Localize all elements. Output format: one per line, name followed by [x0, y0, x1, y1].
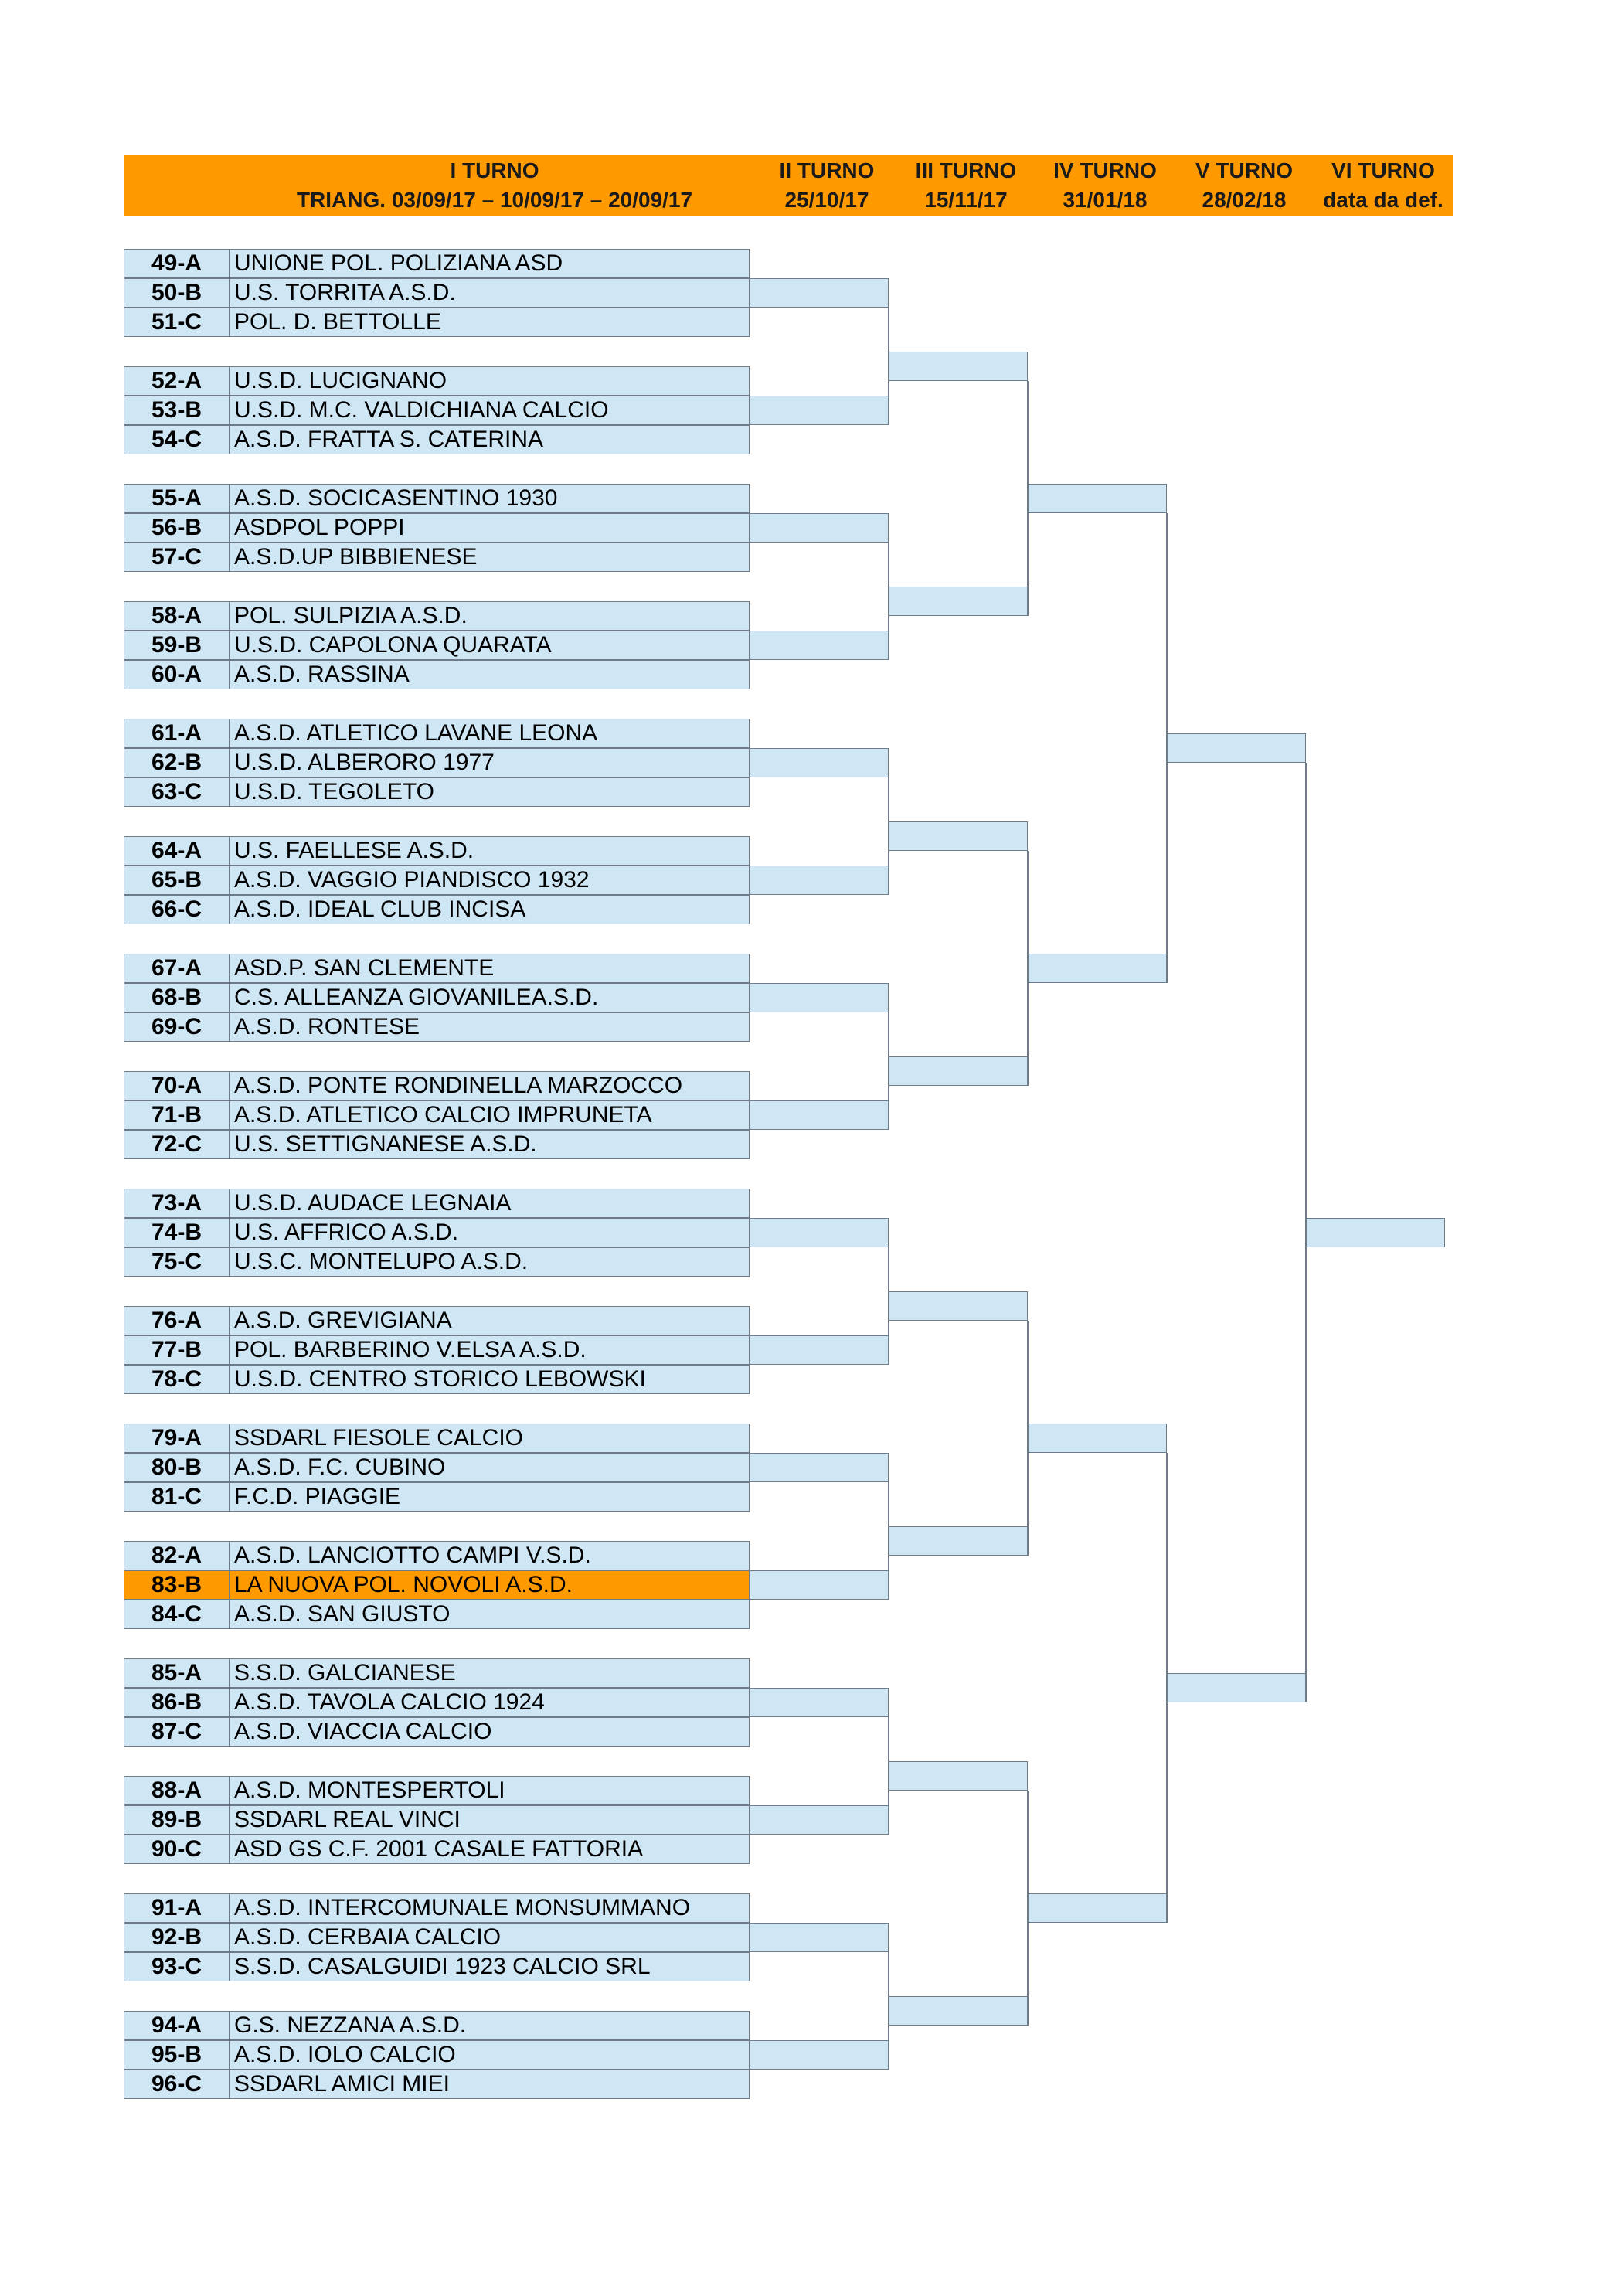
team-name: A.S.D. FRATTA S. CATERINA [234, 427, 544, 452]
team-name: A.S.D. IOLO CALCIO [234, 2042, 456, 2067]
team-row [124, 278, 750, 308]
team-name: U.S.D. CAPOLONA QUARATA [234, 632, 552, 658]
team-name: A.S.D. VAGGIO PIANDISCO 1932 [234, 867, 590, 893]
round-4-slot-4 [1028, 1893, 1167, 1923]
round-4-title: IV TURNO [1053, 158, 1157, 182]
team-code: 69-C [124, 1013, 230, 1041]
team-code: 81-C [124, 1483, 230, 1511]
team-code: 91-A [124, 1894, 230, 1922]
team-row [124, 601, 750, 631]
team-code: 61-A [124, 719, 230, 747]
team-row [124, 895, 750, 924]
team-code: 93-C [124, 1953, 230, 1981]
team-row [124, 1100, 750, 1130]
team-code: 70-A [124, 1072, 230, 1100]
round-2-slot-8 [750, 1100, 889, 1130]
team-row [124, 1776, 750, 1805]
round-3-slot-2 [889, 587, 1028, 616]
team-code: 75-C [124, 1248, 230, 1276]
team-row [124, 1541, 750, 1570]
round-4-slot-1 [1028, 484, 1167, 513]
team-row [124, 396, 750, 425]
team-row [124, 1218, 750, 1247]
team-code: 94-A [124, 2012, 230, 2039]
team-name: U.S.D. M.C. VALDICHIANA CALCIO [234, 397, 609, 423]
team-code: 62-B [124, 749, 230, 777]
team-name: U.S. SETTIGNANESE A.S.D. [234, 1131, 537, 1157]
team-code: 92-B [124, 1924, 230, 1951]
team-name: A.S.D. IDEAL CLUB INCISA [234, 896, 526, 922]
team-name: A.S.D. SOCICASENTINO 1930 [234, 485, 558, 511]
team-code: 65-B [124, 866, 230, 894]
team-name: A.S.D. ATLETICO LAVANE LEONA [234, 720, 598, 746]
round-3-slot-1 [889, 352, 1028, 381]
team-code: 71-B [124, 1101, 230, 1129]
team-code: 59-B [124, 631, 230, 659]
team-code: 77-B [124, 1336, 230, 1364]
round-6-title: VI TURNO [1331, 158, 1435, 182]
team-row [124, 748, 750, 777]
round-2-slot-14 [750, 1805, 889, 1835]
team-row [124, 425, 750, 454]
team-row [124, 1717, 750, 1747]
round-2-slot-3 [750, 513, 889, 543]
team-code: 76-A [124, 1307, 230, 1335]
team-name: U.S.D. CENTRO STORICO LEBOWSKI [234, 1366, 646, 1392]
team-code: 78-C [124, 1366, 230, 1393]
team-name: A.S.D. ATLETICO CALCIO IMPRUNETA [234, 1102, 652, 1128]
team-row [124, 1688, 750, 1717]
round-3-slot-3 [889, 821, 1028, 851]
team-code: 58-A [124, 602, 230, 630]
team-name: U.S.D. LUCIGNANO [234, 368, 447, 393]
round-2-slot-12 [750, 1570, 889, 1600]
round-2-slot-16 [750, 2040, 889, 2070]
round-2-slot-15 [750, 1923, 889, 1952]
round-3-slot-8 [889, 1996, 1028, 2026]
team-code: 89-B [124, 1806, 230, 1834]
team-name: G.S. NEZZANA A.S.D. [234, 2012, 467, 2038]
team-row [124, 1365, 750, 1394]
round-1-title: I TURNO [450, 158, 539, 182]
team-name: ASD.P. SAN CLEMENTE [234, 955, 495, 981]
round-3-slot-6 [889, 1526, 1028, 1556]
round-3-slot-5 [889, 1291, 1028, 1321]
team-row [124, 836, 750, 866]
team-code: 85-A [124, 1659, 230, 1687]
round-3-slot-7 [889, 1761, 1028, 1791]
team-code: 88-A [124, 1777, 230, 1804]
team-row [124, 660, 750, 689]
team-code: 96-C [124, 2070, 230, 2098]
team-name: U.S.D. AUDACE LEGNAIA [234, 1190, 512, 1216]
team-code: 60-A [124, 661, 230, 689]
team-row [124, 1482, 750, 1512]
team-name: A.S.D. PONTE RONDINELLA MARZOCCO [234, 1073, 683, 1098]
team-code: 82-A [124, 1542, 230, 1570]
team-code: 83-B [124, 1571, 230, 1599]
round-4-date: 31/01/18 [1063, 188, 1148, 212]
team-row [124, 631, 750, 660]
team-code: 87-C [124, 1718, 230, 1746]
team-row [124, 1658, 750, 1688]
round-6-date: data da def. [1323, 188, 1443, 212]
team-code: 73-A [124, 1189, 230, 1217]
round-3-title: III TURNO [915, 158, 1017, 182]
round-5-slot-2 [1167, 1673, 1306, 1702]
team-row [124, 1306, 750, 1335]
round-2-slot-2 [750, 396, 889, 425]
team-name: U.S. FAELLESE A.S.D. [234, 838, 474, 863]
team-code: 66-C [124, 896, 230, 924]
round-2-slot-10 [750, 1335, 889, 1365]
round-2-slot-1 [750, 278, 889, 308]
team-name: A.S.D. MONTESPERTOLI [234, 1777, 505, 1803]
round-2-date: 25/10/17 [784, 188, 869, 212]
team-name: LA NUOVA POL. NOVOLI A.S.D. [234, 1572, 573, 1597]
team-code: 86-B [124, 1689, 230, 1716]
round-3-slot-4 [889, 1056, 1028, 1086]
round-1-date: TRIANG. 03/09/17 – 10/09/17 – 20/09/17 [296, 188, 693, 212]
team-name: A.S.D. VIACCIA CALCIO [234, 1719, 492, 1744]
team-name: A.S.D. INTERCOMUNALE MONSUMMANO [234, 1895, 691, 1920]
team-row [124, 1424, 750, 1453]
round-4-slot-3 [1028, 1424, 1167, 1453]
team-row [124, 484, 750, 513]
team-name: A.S.D. RONTESE [234, 1014, 420, 1039]
team-name: A.S.D. LANCIOTTO CAMPI V.S.D. [234, 1543, 591, 1568]
team-row [124, 1835, 750, 1864]
team-name: U.S.C. MONTELUPO A.S.D. [234, 1249, 529, 1274]
team-row [124, 1453, 750, 1482]
team-code: 52-A [124, 367, 230, 395]
round-2-slot-13 [750, 1688, 889, 1717]
team-name: UNIONE POL. POLIZIANA ASD [234, 250, 563, 276]
round-2-slot-5 [750, 748, 889, 777]
team-row [124, 2040, 750, 2070]
round-2-slot-6 [750, 866, 889, 895]
team-name: U.S.D. ALBERORO 1977 [234, 750, 495, 775]
team-code: 72-C [124, 1131, 230, 1158]
team-name: ASDPOL POPPI [234, 515, 405, 540]
team-row [124, 543, 750, 572]
team-row [124, 1570, 750, 1600]
team-row [124, 366, 750, 396]
round-2-slot-11 [750, 1453, 889, 1482]
team-row [124, 1071, 750, 1100]
team-row [124, 777, 750, 807]
team-code: 79-A [124, 1424, 230, 1452]
round-5-date: 28/02/18 [1202, 188, 1287, 212]
team-name: C.S. ALLEANZA GIOVANILEA.S.D. [234, 985, 599, 1010]
team-row [124, 513, 750, 543]
team-name: S.S.D. GALCIANESE [234, 1660, 456, 1685]
team-code: 49-A [124, 250, 230, 277]
round-4-slot-2 [1028, 954, 1167, 983]
team-name: SSDARL FIESOLE CALCIO [234, 1425, 524, 1451]
team-code: 50-B [124, 279, 230, 307]
team-name: ASD GS C.F. 2001 CASALE FATTORIA [234, 1836, 644, 1862]
team-name: POL. BARBERINO V.ELSA A.S.D. [234, 1337, 587, 1362]
team-row [124, 1335, 750, 1365]
team-row [124, 1805, 750, 1835]
team-row [124, 308, 750, 337]
team-code: 90-C [124, 1835, 230, 1863]
team-row [124, 719, 750, 748]
team-name: A.S.D. SAN GIUSTO [234, 1601, 451, 1627]
team-code: 67-A [124, 954, 230, 982]
team-code: 95-B [124, 2041, 230, 2069]
team-code: 80-B [124, 1454, 230, 1481]
round-2-slot-7 [750, 983, 889, 1012]
team-row [124, 1893, 750, 1923]
round-6-slot-1 [1306, 1218, 1445, 1247]
team-name: POL. SULPIZIA A.S.D. [234, 603, 468, 628]
round-2-slot-9 [750, 1218, 889, 1247]
team-code: 54-C [124, 426, 230, 454]
team-code: 84-C [124, 1600, 230, 1628]
team-name: S.S.D. CASALGUIDI 1923 CALCIO SRL [234, 1954, 651, 1979]
team-code: 74-B [124, 1219, 230, 1247]
team-name: A.S.D. F.C. CUBINO [234, 1454, 446, 1480]
team-row [124, 2070, 750, 2099]
team-row [124, 1012, 750, 1042]
round-5-title: V TURNO [1195, 158, 1293, 182]
round-3-date: 15/11/17 [924, 188, 1008, 212]
team-name: A.S.D. RASSINA [234, 662, 410, 687]
team-row [124, 1130, 750, 1159]
team-name: A.S.D. GREVIGIANA [234, 1308, 452, 1333]
team-name: A.S.D. TAVOLA CALCIO 1924 [234, 1689, 545, 1715]
team-code: 57-C [124, 543, 230, 571]
team-name: U.S. AFFRICO A.S.D. [234, 1219, 459, 1245]
team-code: 55-A [124, 485, 230, 512]
team-name: U.S.D. TEGOLETO [234, 779, 434, 804]
team-code: 51-C [124, 308, 230, 336]
team-row [124, 1952, 750, 1981]
team-code: 53-B [124, 396, 230, 424]
team-row [124, 2011, 750, 2040]
team-row [124, 249, 750, 278]
team-name: U.S. TORRITA A.S.D. [234, 280, 456, 305]
team-row [124, 866, 750, 895]
round-2-title: II TURNO [779, 158, 875, 182]
team-name: SSDARL AMICI MIEI [234, 2071, 450, 2097]
team-row [124, 983, 750, 1012]
team-name: A.S.D.UP BIBBIENESE [234, 544, 478, 570]
team-code: 68-B [124, 984, 230, 1012]
round-2-slot-4 [750, 631, 889, 660]
team-name: F.C.D. PIAGGIE [234, 1484, 401, 1509]
team-code: 64-A [124, 837, 230, 865]
team-row [124, 954, 750, 983]
team-row [124, 1189, 750, 1218]
team-name: POL. D. BETTOLLE [234, 309, 441, 335]
round-5-slot-1 [1167, 733, 1306, 763]
team-row [124, 1923, 750, 1952]
team-name: A.S.D. CERBAIA CALCIO [234, 1924, 502, 1950]
team-code: 56-B [124, 514, 230, 542]
team-name: SSDARL REAL VINCI [234, 1807, 461, 1832]
team-row [124, 1247, 750, 1277]
team-row [124, 1600, 750, 1629]
team-code: 63-C [124, 778, 230, 806]
